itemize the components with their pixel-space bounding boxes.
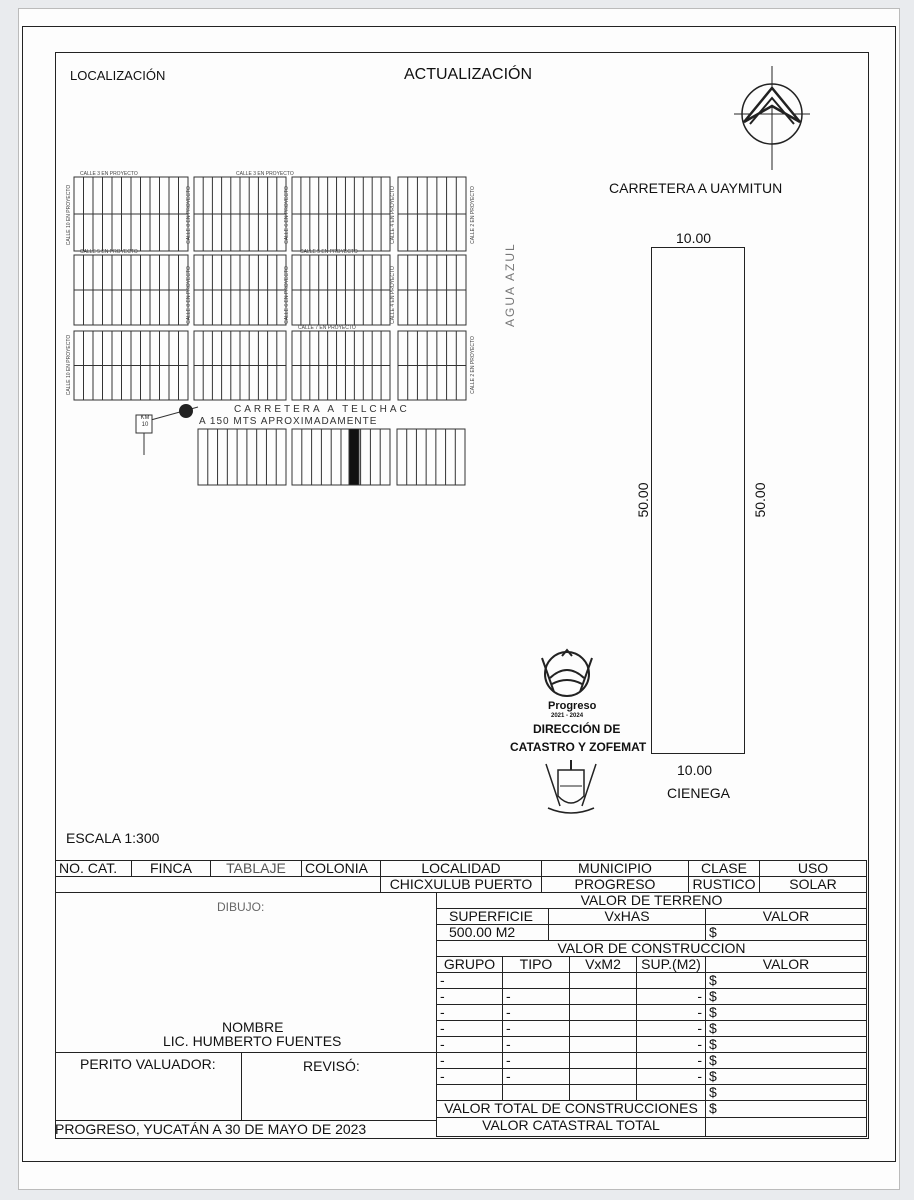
construccion-row-6-col-2: - xyxy=(502,1052,570,1069)
construccion-row-5-col-5: $ xyxy=(705,1036,867,1053)
plot-top-dimension: 10.00 xyxy=(676,230,712,246)
street-label: CALLE 3 EN PROYECTO xyxy=(80,171,138,177)
distance-label: A 150 MTS APROXIMADAMENTE xyxy=(199,416,378,427)
north-arrow-icon xyxy=(730,66,814,170)
construccion-row-6-col-1: - xyxy=(436,1052,503,1069)
street-label: CALLE 5 EN PROYECTO xyxy=(300,249,358,255)
header-finca: FINCA xyxy=(131,860,211,877)
perito-label: PERITO VALUADOR: xyxy=(80,1056,216,1072)
value-clase: RUSTICO xyxy=(688,876,760,893)
construccion-row-3-col-2: - xyxy=(502,1004,570,1021)
header-uso: USO xyxy=(759,860,867,877)
construccion-row-1-col-4 xyxy=(636,972,706,989)
construccion-row-8-col-1 xyxy=(436,1084,503,1101)
dibujo-label: DIBUJO: xyxy=(217,900,265,914)
header-municipio: MUNICIPIO xyxy=(541,860,689,877)
construccion-row-4-col-4: - xyxy=(636,1020,706,1037)
reviso-label: REVISÓ: xyxy=(303,1058,360,1074)
construccion-row-1-col-3 xyxy=(569,972,637,989)
terreno-header-valor: VALOR xyxy=(705,908,867,925)
street-label: CALLE 3 EN PROYECTO xyxy=(236,171,294,177)
south-boundary-label: CIENEGA xyxy=(667,785,731,801)
street-label: CALLE 2 EN PROYECTO xyxy=(470,336,476,394)
place-date: PROGRESO, YUCATÁN A 30 DE MAYO DE 2023 xyxy=(55,1121,367,1137)
header-no-cat: NO. CAT. xyxy=(55,860,132,877)
header-colonia: COLONIA xyxy=(301,860,381,877)
nombre-label: NOMBRE xyxy=(222,1019,284,1035)
terreno-valor: $ xyxy=(705,924,867,941)
km-label: KM 10 xyxy=(140,415,150,428)
construccion-header-grupo: GRUPO xyxy=(436,956,503,973)
scale-label: ESCALA 1:300 xyxy=(66,830,160,846)
valor-catastral-label: VALOR CATASTRAL TOTAL xyxy=(436,1117,706,1137)
construccion-row-3-col-4: - xyxy=(636,1004,706,1021)
construccion-row-2-col-1: - xyxy=(436,988,503,1005)
stamp-line1: DIRECCIÓN DE xyxy=(533,722,621,736)
street-label: CALLE 10 EN PROYECTO xyxy=(66,184,72,246)
construccion-row-8-col-2 xyxy=(502,1084,570,1101)
plot-outline xyxy=(651,247,745,754)
construccion-row-7-col-4: - xyxy=(636,1068,706,1085)
stamp-years: 2021 - 2024 xyxy=(551,713,584,719)
header-tablaje: TABLAJE xyxy=(210,860,302,877)
localizacion-label: LOCALIZACIÓN xyxy=(70,68,166,83)
valor-catastral-value xyxy=(705,1117,867,1137)
construccion-row-4-col-1: - xyxy=(436,1020,503,1037)
construccion-row-3-col-5: $ xyxy=(705,1004,867,1021)
construccion-row-6-col-4: - xyxy=(636,1052,706,1069)
construccion-row-8-col-4 xyxy=(636,1084,706,1101)
street-label: CALLE 6 EN PROYECTO xyxy=(284,186,290,244)
construccion-row-8-col-3 xyxy=(569,1084,637,1101)
stamp-line2: CATASTRO Y ZOFEMAT xyxy=(510,740,647,754)
construccion-row-1-col-1: - xyxy=(436,972,503,989)
stamp-city: Progreso xyxy=(548,700,597,712)
construccion-row-6-col-5: $ xyxy=(705,1052,867,1069)
header-localidad: LOCALIDAD xyxy=(380,860,542,877)
nombre-value: LIC. HUMBERTO FUENTES xyxy=(163,1033,342,1049)
street-label: CALLE 4 EN PROYECTO xyxy=(390,266,396,324)
construccion-row-7-col-3 xyxy=(569,1068,637,1085)
street-label: CALLE 4 EN PROYECTO xyxy=(390,186,396,244)
construccion-row-7-col-5: $ xyxy=(705,1068,867,1085)
construccion-row-3-col-1: - xyxy=(436,1004,503,1021)
construccion-row-2-col-3 xyxy=(569,988,637,1005)
value-localidad: CHICXULUB PUERTO xyxy=(380,876,542,893)
construccion-row-5-col-4: - xyxy=(636,1036,706,1053)
plot-right-dimension: 50.00 xyxy=(752,482,768,518)
terreno-superficie: 500.00 M2 xyxy=(436,924,549,941)
construccion-header-tipo: TIPO xyxy=(502,956,570,973)
construccion-row-4-col-5: $ xyxy=(705,1020,867,1037)
construccion-row-4-col-2: - xyxy=(502,1020,570,1037)
page-title: ACTUALIZACIÓN xyxy=(404,66,533,83)
header-clase: CLASE xyxy=(688,860,760,877)
construccion-row-5-col-2: - xyxy=(502,1036,570,1053)
construccion-row-1-col-2 xyxy=(502,972,570,989)
terreno-header-superficie: SUPERFICIE xyxy=(436,908,549,925)
street-label: CALLE 6 EN PROYECTO xyxy=(284,266,290,324)
construccion-row-1-col-5: $ xyxy=(705,972,867,989)
north-road-label: CARRETERA A UAYMITUN xyxy=(609,180,783,196)
construccion-row-5-col-3 xyxy=(569,1036,637,1053)
street-label: CALLE 5 EN PROYECTO xyxy=(80,249,138,255)
street-label: CALLE 2 EN PROYECTO xyxy=(470,186,476,244)
construccion-row-4-col-3 xyxy=(569,1020,637,1037)
coat-of-arms-icon xyxy=(540,756,602,818)
terreno-header-vxhas: VxHAS xyxy=(548,908,706,925)
plot-left-dimension: 50.00 xyxy=(635,482,651,518)
value-municipio: PROGRESO xyxy=(541,876,689,893)
construccion-row-7-col-1: - xyxy=(436,1068,503,1085)
construccion-title: VALOR DE CONSTRUCCION xyxy=(436,940,867,957)
total-construcciones-label: VALOR TOTAL DE CONSTRUCCIONES xyxy=(436,1100,706,1118)
progreso-seal-icon xyxy=(536,648,598,700)
construccion-row-6-col-3 xyxy=(569,1052,637,1069)
value-uso: SOLAR xyxy=(759,876,867,893)
construccion-row-3-col-3 xyxy=(569,1004,637,1021)
plot-bottom-dimension: 10.00 xyxy=(677,762,713,778)
construccion-row-5-col-1: - xyxy=(436,1036,503,1053)
construccion-row-8-col-5: $ xyxy=(705,1084,867,1101)
location-map xyxy=(60,145,490,490)
construccion-row-7-col-2: - xyxy=(502,1068,570,1085)
total-construcciones-value: $ xyxy=(705,1100,867,1118)
street-label: CALLE 10 EN PROYECTO xyxy=(66,334,72,396)
street-label: CALLE 7 EN PROYECTO xyxy=(298,325,356,331)
street-label: CALLE 8 EN PROYECTO xyxy=(186,266,192,324)
terreno-title: VALOR DE TERRENO xyxy=(436,892,867,909)
construccion-row-2-col-4: - xyxy=(636,988,706,1005)
road-telchac-label: CARRETERA A TELCHAC xyxy=(234,404,410,415)
street-label: CALLE 8 EN PROYECTO xyxy=(186,186,192,244)
construccion-header-valor: VALOR xyxy=(705,956,867,973)
construccion-row-2-col-2: - xyxy=(502,988,570,1005)
agua-azul-label: AGUA AZUL xyxy=(503,242,517,327)
construccion-row-2-col-5: $ xyxy=(705,988,867,1005)
construccion-header-sup: SUP.(M2) xyxy=(636,956,706,973)
construccion-header-vxm2: VxM2 xyxy=(569,956,637,973)
terreno-vxhas xyxy=(548,924,706,941)
